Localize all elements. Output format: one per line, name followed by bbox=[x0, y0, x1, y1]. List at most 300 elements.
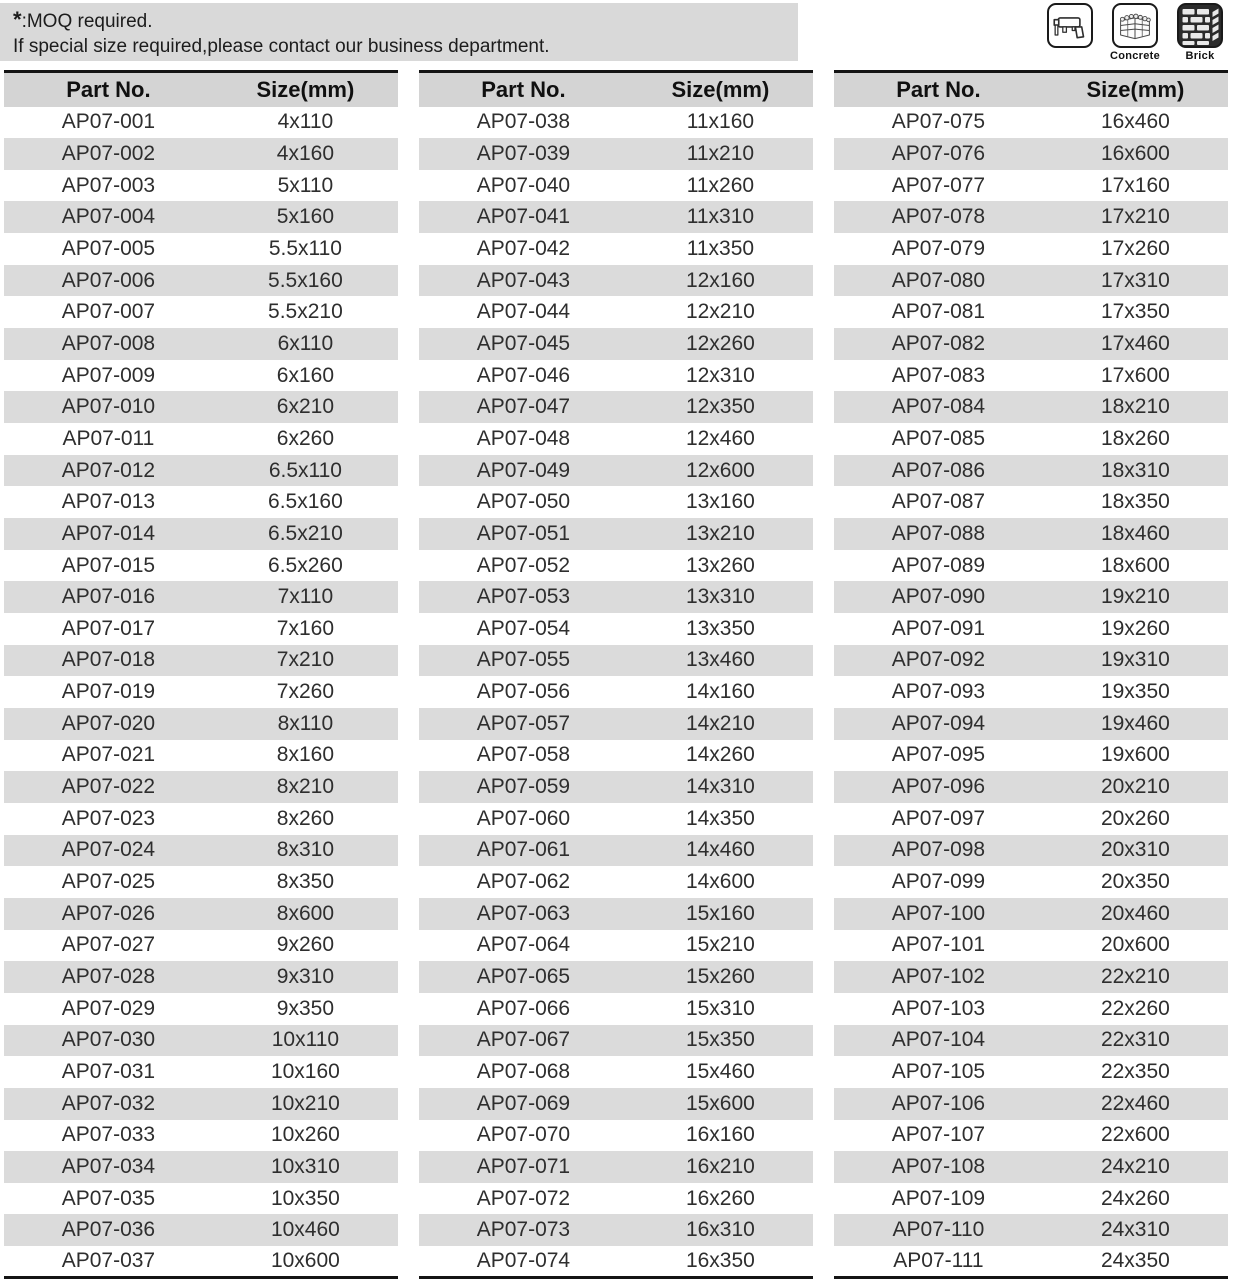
size-cell: 10x600 bbox=[270, 1249, 340, 1273]
table-row bbox=[419, 993, 813, 1025]
part-no-cell: AP07-012 bbox=[61, 458, 156, 482]
part-no-cell: AP07-093 bbox=[891, 680, 986, 704]
part-no-cell: AP07-017 bbox=[61, 616, 156, 640]
part-no-cell: AP07-003 bbox=[61, 173, 156, 197]
size-cell: 22x310 bbox=[1100, 1028, 1170, 1052]
table-row bbox=[4, 170, 398, 202]
table-row bbox=[834, 1246, 1228, 1278]
size-cell: 20x600 bbox=[1100, 933, 1170, 957]
moq-note bbox=[0, 3, 798, 61]
table-row bbox=[834, 1120, 1228, 1152]
table-row bbox=[834, 1214, 1228, 1246]
size-cell: 11x310 bbox=[686, 205, 755, 229]
size-cell: 13x350 bbox=[685, 616, 755, 640]
concrete-icon bbox=[1112, 3, 1158, 48]
part-no-cell: AP07-021 bbox=[61, 743, 156, 767]
part-no-cell: AP07-091 bbox=[891, 616, 986, 640]
size-cell: 12x160 bbox=[685, 268, 755, 292]
part-no-cell: AP07-065 bbox=[476, 965, 571, 989]
size-cell: 4x160 bbox=[276, 141, 335, 165]
part-no-cell: AP07-007 bbox=[61, 300, 156, 324]
table-row bbox=[419, 1151, 813, 1183]
size-cell: 6.5x260 bbox=[268, 553, 343, 577]
part-no-cell: AP07-036 bbox=[61, 1218, 156, 1242]
part-no-cell: AP07-099 bbox=[891, 870, 986, 894]
part-no-cell: AP07-048 bbox=[476, 426, 571, 450]
table-row bbox=[419, 1246, 813, 1278]
table-row bbox=[834, 296, 1228, 328]
part-no-cell: AP07-068 bbox=[476, 1060, 571, 1084]
table-header-row bbox=[834, 72, 1228, 107]
size-cell: 8x210 bbox=[276, 775, 335, 799]
part-no-cell: AP07-059 bbox=[476, 775, 571, 799]
table-row bbox=[419, 1025, 813, 1057]
part-no-header: Part No. bbox=[66, 76, 151, 102]
table-row bbox=[419, 803, 813, 835]
concrete-icon-label: Concrete bbox=[1109, 50, 1161, 62]
table-row bbox=[834, 898, 1228, 930]
part-no-cell: AP07-111 bbox=[893, 1249, 984, 1273]
size-cell: 17x310 bbox=[1100, 268, 1170, 292]
table-row bbox=[834, 550, 1228, 582]
size-cell: 14x350 bbox=[685, 806, 755, 830]
part-no-cell: AP07-088 bbox=[891, 521, 986, 545]
size-cell: 16x310 bbox=[685, 1218, 755, 1242]
part-no-cell: AP07-025 bbox=[61, 870, 156, 894]
size-cell: 24x350 bbox=[1100, 1249, 1170, 1273]
size-cell: 12x210 bbox=[685, 300, 755, 324]
table-row bbox=[419, 170, 813, 202]
table-row bbox=[419, 771, 813, 803]
size-cell: 18x600 bbox=[1100, 553, 1170, 577]
parts-table-1 bbox=[4, 70, 398, 1279]
table-row bbox=[4, 107, 398, 139]
table-row bbox=[834, 613, 1228, 645]
table-row bbox=[419, 676, 813, 708]
size-cell: 22x260 bbox=[1100, 996, 1170, 1020]
hammer-drill-icon-item bbox=[1044, 3, 1096, 63]
size-cell: 5.5x160 bbox=[268, 268, 343, 292]
table-header-row bbox=[4, 72, 398, 107]
table-row bbox=[834, 233, 1228, 265]
part-no-cell: AP07-050 bbox=[476, 490, 571, 514]
part-no-cell: AP07-010 bbox=[61, 395, 156, 419]
part-no-cell: AP07-046 bbox=[476, 363, 571, 387]
part-no-cell: AP07-057 bbox=[476, 711, 571, 735]
size-cell: 24x310 bbox=[1100, 1218, 1170, 1242]
size-cell: 22x460 bbox=[1100, 1091, 1170, 1115]
table-row bbox=[834, 866, 1228, 898]
size-cell: 24x210 bbox=[1100, 1154, 1170, 1178]
part-no-cell: AP07-067 bbox=[476, 1028, 571, 1052]
table-row bbox=[834, 201, 1228, 233]
table-row bbox=[834, 138, 1228, 170]
part-no-cell: AP07-073 bbox=[476, 1218, 571, 1242]
table-row bbox=[4, 676, 398, 708]
size-cell: 14x310 bbox=[685, 775, 755, 799]
table-row bbox=[834, 771, 1228, 803]
asterisk-mark: * bbox=[13, 7, 22, 32]
size-cell: 22x350 bbox=[1100, 1060, 1170, 1084]
part-no-cell: AP07-016 bbox=[61, 585, 156, 609]
table-row bbox=[419, 455, 813, 487]
size-cell: 17x210 bbox=[1100, 205, 1170, 229]
table-row bbox=[834, 1025, 1228, 1057]
table-row bbox=[419, 550, 813, 582]
part-no-cell: AP07-105 bbox=[891, 1060, 986, 1084]
size-cell: 15x160 bbox=[685, 901, 755, 925]
part-no-cell: AP07-108 bbox=[891, 1154, 986, 1178]
size-header: Size(mm) bbox=[256, 76, 355, 102]
size-cell: 15x460 bbox=[685, 1060, 755, 1084]
part-no-cell: AP07-061 bbox=[476, 838, 571, 862]
part-no-cell: AP07-071 bbox=[476, 1154, 571, 1178]
size-cell: 12x310 bbox=[685, 363, 755, 387]
size-cell: 10x350 bbox=[270, 1186, 340, 1210]
parts-table-2 bbox=[419, 70, 813, 1279]
size-cell: 10x310 bbox=[270, 1154, 340, 1178]
size-cell: 14x160 bbox=[685, 680, 755, 704]
part-no-cell: AP07-001 bbox=[61, 110, 156, 134]
table-row bbox=[4, 740, 398, 772]
table-row bbox=[834, 486, 1228, 518]
part-no-cell: AP07-080 bbox=[891, 268, 986, 292]
table-row bbox=[4, 486, 398, 518]
size-cell: 19x600 bbox=[1100, 743, 1170, 767]
size-cell: 19x210 bbox=[1100, 585, 1170, 609]
part-no-cell: AP07-106 bbox=[891, 1091, 986, 1115]
table-row bbox=[834, 803, 1228, 835]
part-no-header: Part No. bbox=[481, 76, 566, 102]
table-row bbox=[419, 740, 813, 772]
part-no-cell: AP07-053 bbox=[476, 585, 571, 609]
size-cell: 8x600 bbox=[276, 901, 335, 925]
part-no-cell: AP07-024 bbox=[61, 838, 156, 862]
part-no-cell: AP07-037 bbox=[61, 1249, 156, 1273]
size-cell: 9x310 bbox=[276, 965, 335, 989]
table-row bbox=[4, 518, 398, 550]
table-row bbox=[4, 391, 398, 423]
part-no-cell: AP07-085 bbox=[891, 426, 986, 450]
part-no-cell: AP07-026 bbox=[61, 901, 156, 925]
table-row bbox=[4, 708, 398, 740]
table-row bbox=[419, 296, 813, 328]
size-cell: 13x210 bbox=[685, 521, 755, 545]
part-no-header: Part No. bbox=[896, 76, 981, 102]
size-header: Size(mm) bbox=[1086, 76, 1185, 102]
table-row bbox=[834, 930, 1228, 962]
size-cell: 10x260 bbox=[270, 1123, 340, 1147]
part-no-cell: AP07-031 bbox=[61, 1060, 156, 1084]
size-cell: 16x260 bbox=[685, 1186, 755, 1210]
part-no-cell: AP07-052 bbox=[476, 553, 571, 577]
part-no-cell: AP07-087 bbox=[891, 490, 986, 514]
table-row bbox=[419, 328, 813, 360]
part-no-cell: AP07-041 bbox=[476, 205, 571, 229]
table-row bbox=[4, 1056, 398, 1088]
part-no-cell: AP07-013 bbox=[61, 490, 156, 514]
part-no-cell: AP07-069 bbox=[476, 1091, 571, 1115]
moq-note-line-2: If special size required,please contact our business department. bbox=[13, 36, 550, 57]
table-row bbox=[834, 581, 1228, 613]
size-cell: 20x310 bbox=[1100, 838, 1170, 862]
table-row bbox=[4, 550, 398, 582]
table-row bbox=[419, 518, 813, 550]
part-no-cell: AP07-089 bbox=[891, 553, 986, 577]
size-cell: 6x160 bbox=[276, 363, 335, 387]
part-no-cell: AP07-032 bbox=[61, 1091, 156, 1115]
table-row bbox=[834, 1056, 1228, 1088]
size-cell: 18x260 bbox=[1100, 426, 1170, 450]
part-no-cell: AP07-101 bbox=[891, 933, 986, 957]
part-no-cell: AP07-009 bbox=[61, 363, 156, 387]
size-cell: 12x260 bbox=[685, 331, 755, 355]
part-no-cell: AP07-030 bbox=[61, 1028, 156, 1052]
size-cell: 8x350 bbox=[276, 870, 335, 894]
table-row bbox=[834, 455, 1228, 487]
table-row bbox=[4, 613, 398, 645]
size-cell: 6.5x210 bbox=[268, 521, 343, 545]
moq-note-text: :MOQ required. bbox=[21, 11, 153, 32]
part-no-cell: AP07-022 bbox=[61, 775, 156, 799]
size-cell: 5x160 bbox=[276, 205, 335, 229]
table-row bbox=[834, 1088, 1228, 1120]
part-no-cell: AP07-070 bbox=[476, 1123, 571, 1147]
size-cell: 13x260 bbox=[685, 553, 755, 577]
part-no-cell: AP07-051 bbox=[476, 521, 571, 545]
part-no-cell: AP07-078 bbox=[891, 205, 986, 229]
size-cell: 6x210 bbox=[276, 395, 335, 419]
size-cell: 14x600 bbox=[685, 870, 755, 894]
size-cell: 12x460 bbox=[685, 426, 755, 450]
size-cell: 14x210 bbox=[685, 711, 755, 735]
part-no-cell: AP07-082 bbox=[891, 331, 986, 355]
part-no-cell: AP07-103 bbox=[891, 996, 986, 1020]
size-cell: 7x210 bbox=[276, 648, 335, 672]
table-row bbox=[419, 1120, 813, 1152]
part-no-cell: AP07-096 bbox=[891, 775, 986, 799]
size-header: Size(mm) bbox=[671, 76, 770, 102]
part-no-cell: AP07-076 bbox=[891, 141, 986, 165]
table-row bbox=[4, 803, 398, 835]
table-row bbox=[4, 1246, 398, 1278]
part-no-cell: AP07-004 bbox=[61, 205, 156, 229]
part-no-cell: AP07-097 bbox=[891, 806, 986, 830]
table-row bbox=[834, 676, 1228, 708]
part-no-cell: AP07-102 bbox=[891, 965, 986, 989]
table-row bbox=[419, 107, 813, 139]
size-cell: 17x260 bbox=[1100, 236, 1170, 260]
table-row bbox=[4, 1088, 398, 1120]
table-row bbox=[4, 866, 398, 898]
size-cell: 8x260 bbox=[276, 806, 335, 830]
table-row bbox=[4, 898, 398, 930]
size-cell: 13x160 bbox=[685, 490, 755, 514]
part-no-cell: AP07-035 bbox=[61, 1186, 156, 1210]
part-no-cell: AP07-023 bbox=[61, 806, 156, 830]
part-no-cell: AP07-107 bbox=[891, 1123, 986, 1147]
size-cell: 6x110 bbox=[277, 331, 334, 355]
part-no-cell: AP07-104 bbox=[891, 1028, 986, 1052]
size-cell: 11x350 bbox=[686, 236, 755, 260]
table-row bbox=[419, 835, 813, 867]
part-no-cell: AP07-045 bbox=[476, 331, 571, 355]
table-row bbox=[4, 138, 398, 170]
size-cell: 18x350 bbox=[1100, 490, 1170, 514]
table-row bbox=[419, 645, 813, 677]
table-row bbox=[419, 1214, 813, 1246]
size-cell: 14x460 bbox=[685, 838, 755, 862]
part-no-cell: AP07-014 bbox=[61, 521, 156, 545]
table-row bbox=[834, 1151, 1228, 1183]
table-row bbox=[419, 391, 813, 423]
table-row bbox=[419, 898, 813, 930]
part-no-cell: AP07-058 bbox=[476, 743, 571, 767]
part-no-cell: AP07-033 bbox=[61, 1123, 156, 1147]
part-no-cell: AP07-083 bbox=[891, 363, 986, 387]
part-no-cell: AP07-006 bbox=[61, 268, 156, 292]
size-cell: 6.5x160 bbox=[268, 490, 343, 514]
part-no-cell: AP07-077 bbox=[891, 173, 986, 197]
part-no-cell: AP07-062 bbox=[476, 870, 571, 894]
size-cell: 5x110 bbox=[277, 173, 334, 197]
size-cell: 8x310 bbox=[276, 838, 335, 862]
part-no-cell: AP07-064 bbox=[476, 933, 571, 957]
part-no-cell: AP07-098 bbox=[891, 838, 986, 862]
part-no-cell: AP07-086 bbox=[891, 458, 986, 482]
size-cell: 22x210 bbox=[1100, 965, 1170, 989]
table-row bbox=[4, 423, 398, 455]
size-cell: 11x260 bbox=[686, 173, 755, 197]
table-row bbox=[4, 993, 398, 1025]
part-no-cell: AP07-074 bbox=[476, 1249, 571, 1273]
table-row bbox=[419, 138, 813, 170]
size-cell: 18x460 bbox=[1100, 521, 1170, 545]
moq-note-line-1 bbox=[13, 7, 798, 34]
table-row bbox=[4, 296, 398, 328]
part-no-cell: AP07-049 bbox=[476, 458, 571, 482]
part-no-cell: AP07-081 bbox=[891, 300, 986, 324]
size-cell: 10x110 bbox=[271, 1028, 340, 1052]
size-cell: 19x260 bbox=[1100, 616, 1170, 640]
table-row bbox=[4, 1214, 398, 1246]
table-row bbox=[419, 486, 813, 518]
size-cell: 20x350 bbox=[1100, 870, 1170, 894]
table-row bbox=[834, 391, 1228, 423]
table-row bbox=[419, 708, 813, 740]
part-no-cell: AP07-055 bbox=[476, 648, 571, 672]
part-no-cell: AP07-011 bbox=[62, 426, 155, 450]
size-cell: 7x260 bbox=[276, 680, 335, 704]
table-row bbox=[419, 201, 813, 233]
part-no-cell: AP07-043 bbox=[476, 268, 571, 292]
part-no-cell: AP07-054 bbox=[476, 616, 571, 640]
part-no-cell: AP07-034 bbox=[61, 1154, 156, 1178]
part-no-cell: AP07-044 bbox=[476, 300, 571, 324]
table-row bbox=[4, 930, 398, 962]
part-no-cell: AP07-090 bbox=[891, 585, 986, 609]
size-cell: 17x600 bbox=[1100, 363, 1170, 387]
part-no-cell: AP07-008 bbox=[61, 331, 156, 355]
part-no-cell: AP07-029 bbox=[61, 996, 156, 1020]
brick-icon-item bbox=[1174, 3, 1226, 63]
size-cell: 8x110 bbox=[277, 711, 334, 735]
table-row bbox=[419, 581, 813, 613]
table-row bbox=[834, 518, 1228, 550]
size-cell: 19x310 bbox=[1100, 648, 1170, 672]
size-cell: 18x210 bbox=[1100, 395, 1170, 419]
table-row bbox=[834, 993, 1228, 1025]
table-row bbox=[4, 455, 398, 487]
table-row bbox=[419, 360, 813, 392]
size-cell: 11x210 bbox=[686, 141, 755, 165]
part-no-cell: AP07-092 bbox=[891, 648, 986, 672]
table-row bbox=[834, 835, 1228, 867]
size-cell: 9x260 bbox=[276, 933, 335, 957]
table-row bbox=[4, 360, 398, 392]
part-no-cell: AP07-002 bbox=[61, 141, 156, 165]
size-cell: 13x310 bbox=[685, 585, 755, 609]
part-no-cell: AP07-038 bbox=[476, 110, 571, 134]
size-cell: 7x110 bbox=[277, 585, 334, 609]
part-no-cell: AP07-005 bbox=[61, 236, 156, 260]
table-row bbox=[4, 265, 398, 297]
size-cell: 16x600 bbox=[1100, 141, 1170, 165]
size-cell: 15x350 bbox=[685, 1028, 755, 1052]
part-no-cell: AP07-020 bbox=[61, 711, 156, 735]
size-cell: 17x460 bbox=[1100, 331, 1170, 355]
table-row bbox=[834, 423, 1228, 455]
size-cell: 5.5x210 bbox=[268, 300, 343, 324]
table-row bbox=[4, 1183, 398, 1215]
brick-icon bbox=[1177, 3, 1223, 48]
size-cell: 7x160 bbox=[276, 616, 335, 640]
size-cell: 10x210 bbox=[270, 1091, 340, 1115]
size-cell: 6.5x110 bbox=[268, 458, 342, 482]
table-row bbox=[4, 835, 398, 867]
table-row bbox=[834, 328, 1228, 360]
part-no-cell: AP07-028 bbox=[61, 965, 156, 989]
size-cell: 16x160 bbox=[685, 1123, 755, 1147]
part-no-cell: AP07-109 bbox=[891, 1186, 986, 1210]
size-cell: 17x160 bbox=[1100, 173, 1170, 197]
table-row bbox=[419, 961, 813, 993]
size-cell: 11x160 bbox=[686, 110, 755, 134]
hammer-drill-icon bbox=[1047, 3, 1093, 48]
part-no-cell: AP07-095 bbox=[891, 743, 986, 767]
part-no-cell: AP07-066 bbox=[476, 996, 571, 1020]
table-row bbox=[4, 771, 398, 803]
size-cell: 9x350 bbox=[276, 996, 335, 1020]
part-no-cell: AP07-072 bbox=[476, 1186, 571, 1210]
table-row bbox=[4, 961, 398, 993]
concrete-icon-item bbox=[1109, 3, 1161, 63]
parts-tables bbox=[4, 70, 1228, 1279]
part-no-cell: AP07-094 bbox=[891, 711, 986, 735]
table-row bbox=[834, 1183, 1228, 1215]
table-header-row bbox=[419, 72, 813, 107]
table-row bbox=[419, 613, 813, 645]
size-cell: 18x310 bbox=[1100, 458, 1170, 482]
part-no-cell: AP07-040 bbox=[476, 173, 571, 197]
brick-icon-label: Brick bbox=[1185, 50, 1215, 62]
table-row bbox=[834, 708, 1228, 740]
size-cell: 22x600 bbox=[1100, 1123, 1170, 1147]
size-cell: 15x310 bbox=[685, 996, 755, 1020]
size-cell: 14x260 bbox=[685, 743, 755, 767]
size-cell: 15x260 bbox=[685, 965, 755, 989]
part-no-cell: AP07-018 bbox=[61, 648, 156, 672]
